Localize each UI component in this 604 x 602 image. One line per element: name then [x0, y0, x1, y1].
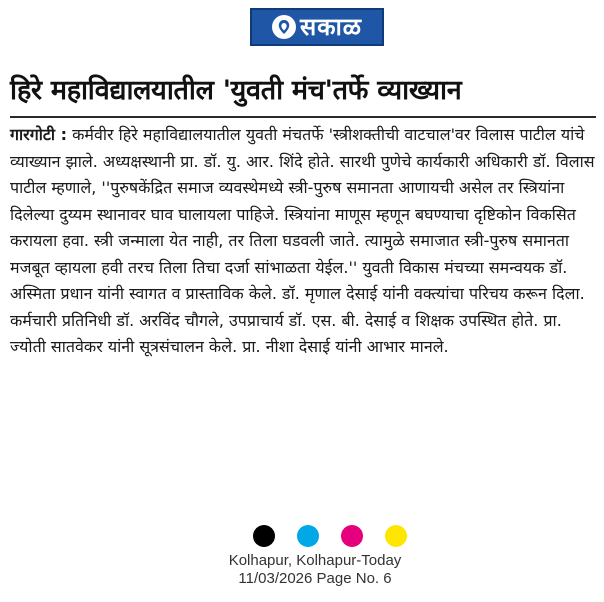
black-registration-dot — [253, 525, 275, 547]
yellow-registration-dot — [385, 525, 407, 547]
article-body — [10, 122, 602, 361]
footer-date-page: 11/03/2026 Page No. 6 — [238, 570, 392, 587]
article-body-text: कर्मवीर हिरे महाविद्यालयातील युवती मंचतर्फे 'स्त्रीशक्तीची वाटचाल'वर विलास पाटील यांचे व्याख्यान झाले. अध्यक्षस्थानी प्रा. डॉ. यु. आर. शिंदे होते. सारथी पुणेचे कार्यकारी अधिकारी डॉ. विलास पाटील म्हणाले, ''पुरुषकेंद्रित समाज व्यवस्थेमध्ये स्त्री-पुरुष समानता आणायची असेल तर स्त्रियांना दिलेल्या दुय्यम स्थानावर घाव घालायला पाहिजे. स्त्रियांना माणूस म्हणून बघण्याचा दृष्टिकोन विकसित करायला हवा. स्त्री जन्माला येत नाही, तर तिला घडवली जाते. त्यामुळे समाजात स्त्री-पुरुष समानता मजबूत व्हायला हवी तरच तिला तिचा दर्जा सांभाळता येईल.'' युवती विकास मंचच्या समन्वयक डॉ. अस्मिता प्रधान यांनी स्वागत व प्रास्ताविक केले. डॉ. मृणाल देसाई यांनी वक्त्यांचा परिचय करून दिला. कर्मचारी प्रतिनिधी डॉ. अरविंद चौगले, उपप्राचार्य डॉ. एस. बी. देसाई व शिक्षक उपस्थित होते. प्रा. ज्योती सातवेकर यांनी सूत्रसंचालन केले. प्रा. नीशा देसाई यांनी आभार मानले. — [10, 125, 595, 356]
page-footer — [200, 552, 430, 588]
newspaper-masthead — [250, 8, 384, 46]
cyan-registration-dot — [297, 525, 319, 547]
conch-emblem-icon — [272, 15, 296, 39]
magenta-registration-dot — [341, 525, 363, 547]
footer-source: Kolhapur, Kolhapur-Today — [228, 552, 402, 569]
article-headline: हिरे महाविद्यालयातील 'युवती मंच'तर्फे व्याख्यान — [10, 75, 462, 106]
article-dateline: गारगोटी : — [10, 125, 68, 144]
headline-divider — [10, 116, 596, 118]
color-registration-marks — [250, 524, 410, 548]
masthead-title: सकाळ — [299, 13, 363, 41]
